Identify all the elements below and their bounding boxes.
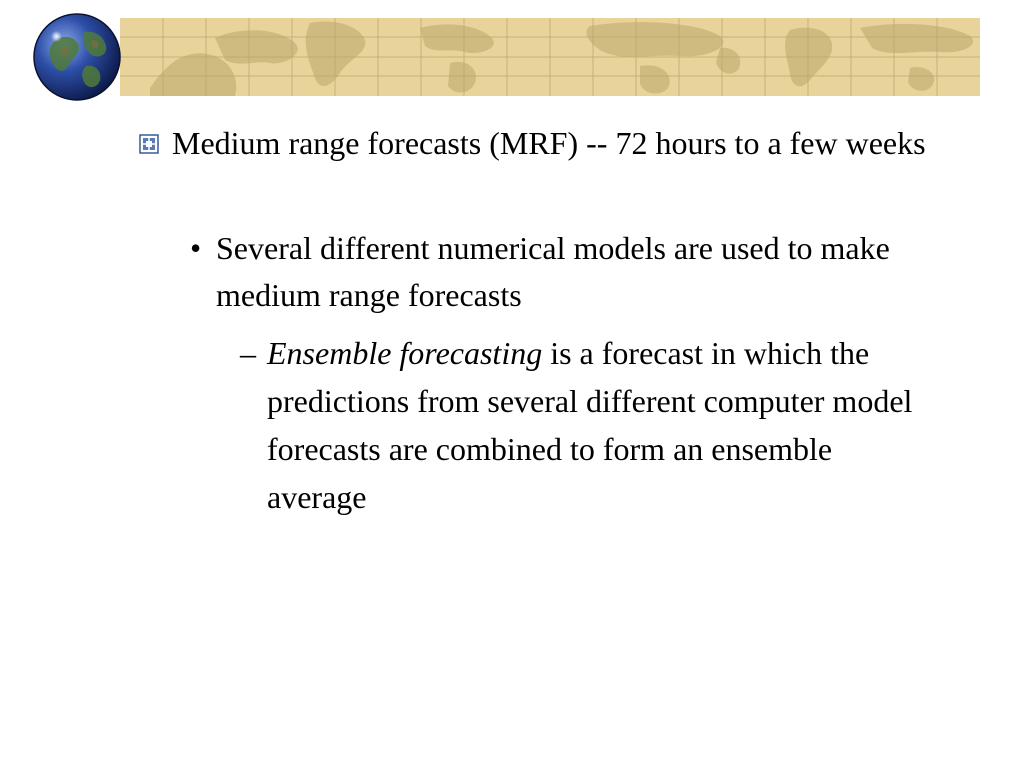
bullet-level-3-marker: – [240,335,256,371]
bullet-level-3-text: is a forecast in which the predictions from several different computer model forecasts are combined to form an ensemble average [267,335,913,515]
bullet-level-1: Medium range forecasts (MRF) -- 72 hours to a few weeks [172,125,926,161]
square-bullet-icon [139,134,159,154]
ensemble-forecasting-term: Ensemble forecasting [267,335,543,371]
bullet-level-3 [267,329,927,521]
bullet-level-2-marker: • [190,230,202,266]
bullet-level-2: Several different numerical models are used to make medium range forecasts [216,230,890,313]
